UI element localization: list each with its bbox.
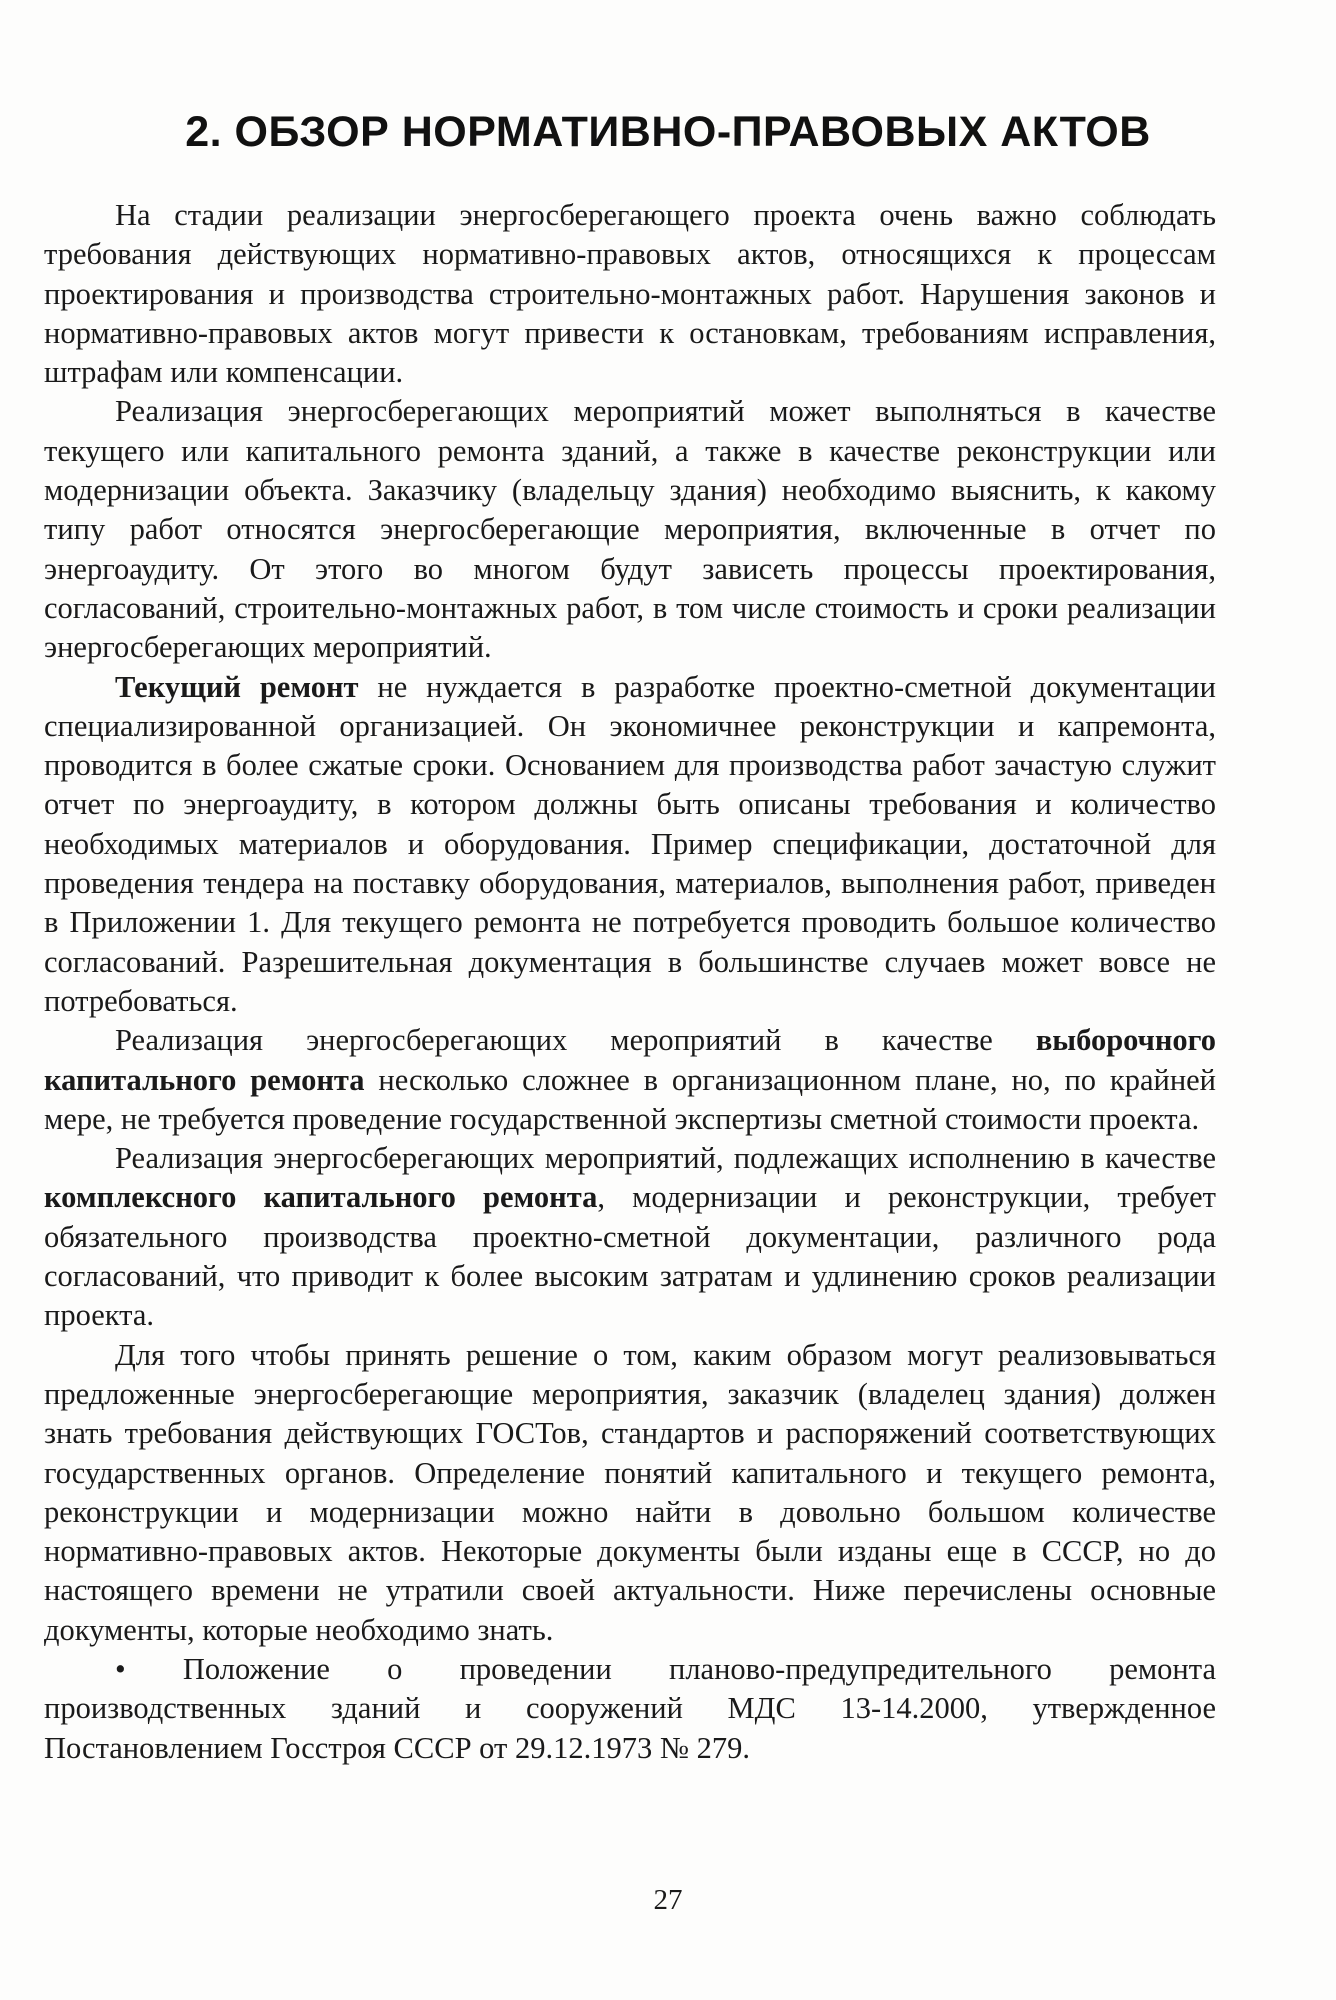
body-text <box>44 196 1216 1768</box>
paragraph <box>44 392 1216 667</box>
paragraph <box>44 1021 1216 1139</box>
bold-term: комплексного капитального ремонта <box>44 1180 598 1215</box>
bold-term: выборочного капитального ремонта <box>44 1023 1216 1097</box>
text-segment: Реализация энергосберегающих мероприятий в качестве <box>115 1023 1036 1058</box>
text-segment: не нуждается в разработке проектно-сметной документации специализированной организацией. Он экономичнее реконструкции и капремонта, проводится в более сжатые сроки. Основанием для производства работ зачастую служит отчет по энергоаудиту, в котором должны быть описаны требования и количество необходимых материалов и оборудования. Пример спецификации, достаточной для проведения тендера на поставку оборудования, материалов, выполнения работ, приведен в Приложении 1. Для текущего ремонта не потребуется проводить большое количество согласований. Разрешительная документация в большинстве случаев может вовсе не потребоваться. <box>44 669 1217 1018</box>
text-segment: Для того чтобы принять решение о том, каким образом могут реализовываться предложенные энергосберегающие мероприятия, заказчик (владелец здания) должен знать требования действующих ГОСТов, стандартов и распоряжений соответствующих государственных органов. Определение понятий капитального и текущего ремонта, реконструкции и модернизации можно найти в довольно большом количестве нормативно-правовых актов. Некоторые документы были изданы еще в СССР, но до настоящего времени не утратили своей актуальности. Ниже перечислены основные документы, которые необходимо знать. <box>44 1337 1216 1647</box>
bullet-item <box>44 1650 1216 1768</box>
page-number: 27 <box>653 1884 683 1916</box>
text-segment: Реализация энергосберегающих мероприятий может выполняться в качестве текущего или капитального ремонта зданий, а также в качестве реконструкции или модернизации объекта. Заказчику (владельцу здания) необходимо выяснить, к какому типу работ относятся энергосберегающие мероприятия, включенные в отчет по энергоаудиту. От этого во многом будут зависеть процессы проектирования, согласований, строительно-монтажных работ, в том числе стоимость и сроки реализации энергосберегающих мероприятий. <box>44 394 1216 665</box>
text-segment: • Положение о проведении планово-предупредительного ремонта производственных зданий и сооружений МДС 13-14.2000, утвержденное Постановлением Госстроя СССР от 29.12.1973 № 279. <box>44 1651 1216 1765</box>
paragraph <box>44 1139 1216 1335</box>
text-segment: несколько сложнее в организационном плане, но, по крайней мере, не требуется проведение государственной экспертизы сметной стоимости проекта. <box>44 1062 1216 1136</box>
text-segment: , модернизации и реконструкции, требует обязательного производства проектно-сметной документации, различного рода согласований, что приводит к более высоким затратам и удлинению сроков реализации проекта. <box>44 1180 1216 1333</box>
bold-term: Текущий ремонт <box>115 669 359 704</box>
paragraph <box>44 1336 1216 1650</box>
page-title: 2. ОБЗОР НОРМАТИВНО-ПРАВОВЫХ АКТОВ <box>185 108 1151 156</box>
text-segment: На стадии реализации энергосберегающего проекта очень важно соблюдать требования действующих нормативно-правовых актов, относящихся к процессам проектирования и производства строительно-монтажных работ. Нарушения законов и нормативно-правовых актов могут привести к остановкам, требованиям исправления, штрафам или компенсации. <box>44 198 1216 390</box>
paragraph <box>44 668 1216 1022</box>
paragraph <box>44 196 1216 392</box>
text-segment: Реализация энергосберегающих мероприятий, подлежащих исполнению в качестве <box>115 1141 1216 1176</box>
